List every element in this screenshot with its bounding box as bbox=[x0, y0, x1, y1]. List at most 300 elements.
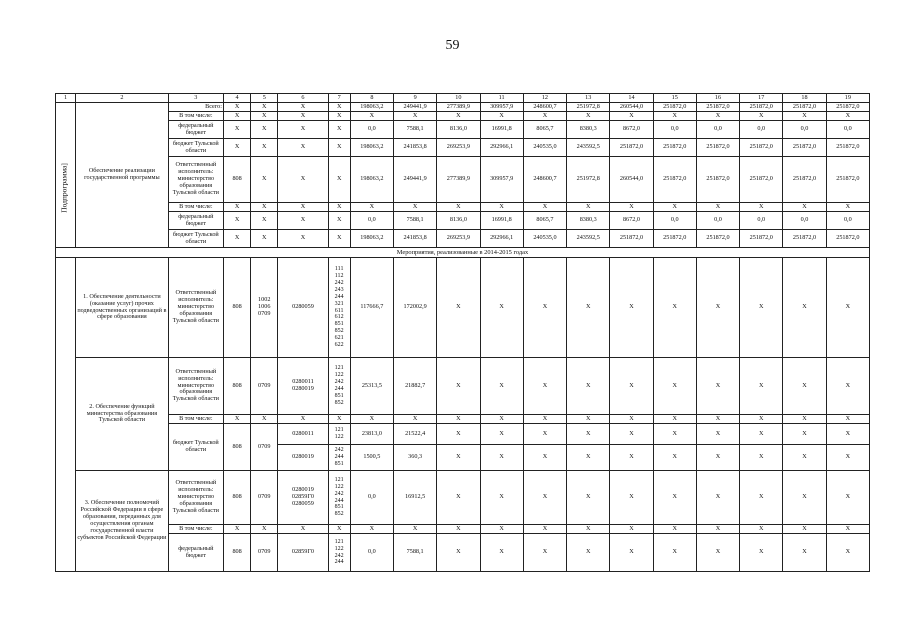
colnum: 7 bbox=[328, 94, 350, 103]
value-cell: 0,0 bbox=[350, 471, 393, 525]
colnum: 11 bbox=[480, 94, 523, 103]
x-cell: X bbox=[437, 525, 480, 534]
x-cell: X bbox=[740, 415, 783, 424]
value-cell: 249441,9 bbox=[394, 103, 437, 112]
x-cell: X bbox=[480, 415, 523, 424]
colnum: 6 bbox=[278, 94, 328, 103]
x-cell: X bbox=[437, 415, 480, 424]
x-cell: X bbox=[437, 471, 480, 525]
value-cell: 251872,0 bbox=[783, 230, 826, 248]
value-cell: 251872,0 bbox=[783, 103, 826, 112]
x-cell: X bbox=[740, 258, 783, 358]
value-cell: 241853,8 bbox=[394, 139, 437, 157]
x-cell: X bbox=[653, 358, 696, 415]
x-cell: X bbox=[523, 471, 566, 525]
value-cell: 0,0 bbox=[826, 212, 869, 230]
x-cell: X bbox=[437, 445, 480, 471]
x-cell: X bbox=[523, 258, 566, 358]
value-cell: X bbox=[480, 203, 523, 212]
rzpr-cell: 0709 bbox=[251, 424, 278, 471]
value-cell: 23813,0 bbox=[350, 424, 393, 445]
x-cell: X bbox=[251, 525, 278, 534]
rzpr-cell: 0709 bbox=[251, 471, 278, 525]
x-cell: X bbox=[224, 415, 251, 424]
x-cell: X bbox=[567, 445, 610, 471]
csr-cell: 02859Г0 bbox=[278, 534, 328, 572]
csr-cell: X bbox=[278, 203, 328, 212]
value-cell: X bbox=[567, 112, 610, 121]
value-cell: X bbox=[653, 112, 696, 121]
x-cell: X bbox=[740, 534, 783, 572]
value-cell: 0,0 bbox=[783, 121, 826, 139]
value-cell: 117666,7 bbox=[350, 258, 393, 358]
measure-row bbox=[56, 358, 870, 415]
x-cell: X bbox=[740, 525, 783, 534]
value-cell: 8065,7 bbox=[523, 121, 566, 139]
value-cell: 7588,1 bbox=[394, 212, 437, 230]
row-label: В том числе: bbox=[168, 415, 223, 424]
value-cell: 7588,1 bbox=[394, 534, 437, 572]
rzpr-cell: 1002 1006 0709 bbox=[251, 258, 278, 358]
value-cell: 8380,3 bbox=[567, 212, 610, 230]
program-row bbox=[56, 103, 870, 112]
grbs-cell: 808 bbox=[224, 358, 251, 415]
program-row bbox=[56, 112, 870, 121]
value-cell: 198063,2 bbox=[350, 103, 393, 112]
value-cell: 198063,2 bbox=[350, 230, 393, 248]
page-number: 59 bbox=[445, 38, 460, 53]
x-cell: X bbox=[826, 534, 869, 572]
row-label: бюджет Тульской области bbox=[168, 230, 223, 248]
vr-cell: X bbox=[328, 103, 350, 112]
value-cell: 16991,8 bbox=[480, 121, 523, 139]
x-cell: X bbox=[826, 445, 869, 471]
side-spacer-cell bbox=[56, 258, 76, 572]
colnum: 14 bbox=[610, 94, 653, 103]
x-cell: X bbox=[826, 525, 869, 534]
value-cell: X bbox=[653, 203, 696, 212]
colnum: 8 bbox=[350, 94, 393, 103]
value-cell: 251972,8 bbox=[567, 103, 610, 112]
x-cell: X bbox=[328, 525, 350, 534]
colnum: 12 bbox=[523, 94, 566, 103]
program-row bbox=[56, 121, 870, 139]
value-cell: X bbox=[437, 203, 480, 212]
value-cell: 248600,7 bbox=[523, 103, 566, 112]
grbs-cell: X bbox=[224, 121, 251, 139]
value-cell: 251872,0 bbox=[783, 139, 826, 157]
value-cell: 251872,0 bbox=[696, 139, 739, 157]
colnum: 1 bbox=[56, 94, 76, 103]
x-cell: X bbox=[740, 471, 783, 525]
value-cell: 25313,5 bbox=[350, 358, 393, 415]
value-cell: 269253,9 bbox=[437, 230, 480, 248]
value-cell: X bbox=[437, 112, 480, 121]
x-cell: X bbox=[610, 471, 653, 525]
value-cell: 309957,9 bbox=[480, 157, 523, 203]
x-cell: X bbox=[437, 358, 480, 415]
value-cell: 251872,0 bbox=[653, 157, 696, 203]
x-cell: X bbox=[653, 534, 696, 572]
x-cell: X bbox=[610, 358, 653, 415]
x-cell: X bbox=[610, 445, 653, 471]
x-cell: X bbox=[567, 415, 610, 424]
x-cell: X bbox=[826, 358, 869, 415]
value-cell: 16991,8 bbox=[480, 212, 523, 230]
x-cell: X bbox=[653, 415, 696, 424]
x-cell: X bbox=[328, 415, 350, 424]
x-cell: X bbox=[350, 415, 393, 424]
vr-cell: X bbox=[328, 139, 350, 157]
vr-codes: 121 122 bbox=[328, 424, 350, 445]
value-cell: 243592,5 bbox=[567, 230, 610, 248]
rzpr-cell: 0709 bbox=[251, 534, 278, 572]
x-cell: X bbox=[783, 471, 826, 525]
value-cell: 309957,9 bbox=[480, 103, 523, 112]
value-cell: 251872,0 bbox=[826, 230, 869, 248]
x-cell: X bbox=[480, 424, 523, 445]
value-cell: 8380,3 bbox=[567, 121, 610, 139]
x-cell: X bbox=[394, 415, 437, 424]
value-cell: 269253,9 bbox=[437, 139, 480, 157]
x-cell: X bbox=[278, 415, 328, 424]
rzpr-cell: X bbox=[251, 103, 278, 112]
including-row bbox=[56, 525, 870, 534]
x-cell: X bbox=[567, 424, 610, 445]
row-label: В том числе: bbox=[168, 203, 223, 212]
column-number-row bbox=[56, 94, 870, 103]
federal-row bbox=[56, 534, 870, 572]
x-cell: X bbox=[783, 258, 826, 358]
grbs-cell: 808 bbox=[224, 471, 251, 525]
value-cell: X bbox=[696, 112, 739, 121]
colnum: 15 bbox=[653, 94, 696, 103]
value-cell: X bbox=[480, 112, 523, 121]
x-cell: X bbox=[740, 445, 783, 471]
value-cell: 241853,8 bbox=[394, 230, 437, 248]
value-cell: 21882,7 bbox=[394, 358, 437, 415]
value-cell: 248600,7 bbox=[523, 157, 566, 203]
value-cell: 251872,0 bbox=[696, 230, 739, 248]
value-cell: 251872,0 bbox=[740, 230, 783, 248]
csr-cell: 0280011 0280019 bbox=[278, 358, 328, 415]
measure-name: 2. Обеспечение функций министерства образования Тульской области bbox=[76, 358, 169, 471]
value-cell: 0,0 bbox=[350, 121, 393, 139]
x-cell: X bbox=[567, 258, 610, 358]
colnum: 17 bbox=[740, 94, 783, 103]
x-cell: X bbox=[480, 525, 523, 534]
csr-cell: X bbox=[278, 112, 328, 121]
colnum: 5 bbox=[251, 94, 278, 103]
value-cell: X bbox=[610, 203, 653, 212]
value-cell: X bbox=[740, 203, 783, 212]
x-cell: X bbox=[696, 258, 739, 358]
program-row bbox=[56, 230, 870, 248]
vr-cell: X bbox=[328, 203, 350, 212]
colnum: 13 bbox=[567, 94, 610, 103]
value-cell: X bbox=[740, 112, 783, 121]
x-cell: X bbox=[610, 525, 653, 534]
csr-cell: X bbox=[278, 121, 328, 139]
value-cell: X bbox=[826, 203, 869, 212]
value-cell: X bbox=[783, 203, 826, 212]
csr-cell: X bbox=[278, 212, 328, 230]
value-cell: 251972,8 bbox=[567, 157, 610, 203]
vr-cell: X bbox=[328, 121, 350, 139]
value-cell: 251872,0 bbox=[826, 139, 869, 157]
row-label: бюджет Тульской области bbox=[168, 139, 223, 157]
row-label: В том числе: bbox=[168, 112, 223, 121]
x-cell: X bbox=[523, 525, 566, 534]
value-cell: 260544,0 bbox=[610, 157, 653, 203]
x-cell: X bbox=[480, 534, 523, 572]
grbs-cell: 808 bbox=[224, 258, 251, 358]
x-cell: X bbox=[696, 358, 739, 415]
x-cell: X bbox=[696, 424, 739, 445]
colnum: 18 bbox=[783, 94, 826, 103]
csr-cell: X bbox=[278, 157, 328, 203]
x-cell: X bbox=[523, 424, 566, 445]
value-cell: X bbox=[523, 203, 566, 212]
csr-cell: 0280019 02859Г0 0280059 bbox=[278, 471, 328, 525]
value-cell: 8136,0 bbox=[437, 121, 480, 139]
x-cell: X bbox=[567, 358, 610, 415]
program-name: Обеспечение реализации государственной программы bbox=[76, 103, 169, 248]
value-cell: 251872,0 bbox=[740, 157, 783, 203]
value-cell: 251872,0 bbox=[696, 103, 739, 112]
x-cell: X bbox=[251, 415, 278, 424]
value-cell: 277389,9 bbox=[437, 103, 480, 112]
value-cell: X bbox=[394, 112, 437, 121]
value-cell: 251872,0 bbox=[653, 103, 696, 112]
value-cell: 0,0 bbox=[740, 121, 783, 139]
csr-cell: X bbox=[278, 230, 328, 248]
x-cell: X bbox=[480, 258, 523, 358]
value-cell: 8065,7 bbox=[523, 212, 566, 230]
value-cell: X bbox=[523, 112, 566, 121]
x-cell: X bbox=[653, 424, 696, 445]
x-cell: X bbox=[826, 415, 869, 424]
x-cell: X bbox=[696, 471, 739, 525]
rzpr-cell: X bbox=[251, 139, 278, 157]
value-cell: 251872,0 bbox=[826, 157, 869, 203]
value-cell: 251872,0 bbox=[610, 139, 653, 157]
csr-cell: 0280019 bbox=[278, 445, 328, 471]
value-cell: 240535,0 bbox=[523, 139, 566, 157]
grbs-cell: X bbox=[224, 139, 251, 157]
measure-row bbox=[56, 258, 870, 358]
value-cell: 243592,5 bbox=[567, 139, 610, 157]
program-row bbox=[56, 203, 870, 212]
grbs-cell: X bbox=[224, 112, 251, 121]
rzpr-cell: X bbox=[251, 203, 278, 212]
row-label: В том числе: bbox=[168, 525, 223, 534]
x-cell: X bbox=[740, 424, 783, 445]
x-cell: X bbox=[523, 358, 566, 415]
value-cell: 0,0 bbox=[740, 212, 783, 230]
side-label-text: Подпрограмма] bbox=[59, 163, 69, 213]
executor: Ответственный исполнитель: министерство образования Тульской области bbox=[168, 358, 223, 415]
row-label: федеральный бюджет bbox=[168, 534, 223, 572]
x-cell: X bbox=[826, 471, 869, 525]
x-cell: X bbox=[653, 471, 696, 525]
measure-row bbox=[56, 471, 870, 525]
value-cell: 0,0 bbox=[653, 212, 696, 230]
x-cell: X bbox=[826, 424, 869, 445]
value-cell: X bbox=[350, 112, 393, 121]
rzpr-cell: X bbox=[251, 230, 278, 248]
x-cell: X bbox=[224, 525, 251, 534]
x-cell: X bbox=[826, 258, 869, 358]
x-cell: X bbox=[523, 445, 566, 471]
value-cell: 0,0 bbox=[826, 121, 869, 139]
x-cell: X bbox=[610, 415, 653, 424]
vr-codes: 121 122 242 244 bbox=[328, 534, 350, 572]
x-cell: X bbox=[480, 445, 523, 471]
x-cell: X bbox=[783, 415, 826, 424]
value-cell: 8672,0 bbox=[610, 212, 653, 230]
including-row bbox=[56, 415, 870, 424]
rzpr-cell: X bbox=[251, 112, 278, 121]
side-spacer-cell bbox=[56, 103, 76, 248]
value-cell: 21522,4 bbox=[394, 424, 437, 445]
x-cell: X bbox=[696, 525, 739, 534]
csr-cell: X bbox=[278, 103, 328, 112]
value-cell: 251872,0 bbox=[653, 230, 696, 248]
x-cell: X bbox=[278, 525, 328, 534]
program-row bbox=[56, 212, 870, 230]
vr-codes: 121 122 242 244 851 852 bbox=[328, 358, 350, 415]
value-cell: 251872,0 bbox=[740, 103, 783, 112]
value-cell: 7588,1 bbox=[394, 121, 437, 139]
colnum: 19 bbox=[826, 94, 869, 103]
colnum: 4 bbox=[224, 94, 251, 103]
colnum: 9 bbox=[394, 94, 437, 103]
section-header-row bbox=[56, 248, 870, 258]
x-cell: X bbox=[437, 424, 480, 445]
x-cell: X bbox=[523, 415, 566, 424]
row-label: бюджет Тульской области bbox=[168, 424, 223, 471]
value-cell: 240535,0 bbox=[523, 230, 566, 248]
row-label: федеральный бюджет bbox=[168, 121, 223, 139]
program-row bbox=[56, 157, 870, 203]
section-title: Мероприятия, реализованные в 2014-2015 годах bbox=[56, 248, 870, 258]
x-cell: X bbox=[696, 445, 739, 471]
value-cell: 292966,1 bbox=[480, 230, 523, 248]
vr-cell: X bbox=[328, 157, 350, 203]
csr-cell: X bbox=[278, 139, 328, 157]
value-cell: 0,0 bbox=[696, 212, 739, 230]
vr-codes: 242 244 851 bbox=[328, 445, 350, 471]
value-cell: 0,0 bbox=[350, 534, 393, 572]
rzpr-cell: X bbox=[251, 121, 278, 139]
x-cell: X bbox=[567, 525, 610, 534]
value-cell: 360,3 bbox=[394, 445, 437, 471]
program-row bbox=[56, 139, 870, 157]
value-cell: 251872,0 bbox=[696, 157, 739, 203]
value-cell: X bbox=[610, 112, 653, 121]
value-cell: 260544,0 bbox=[610, 103, 653, 112]
value-cell: X bbox=[826, 112, 869, 121]
vr-codes: 111 112 242 243 244 321 611 612 851 852 621 622 bbox=[328, 258, 350, 358]
value-cell: X bbox=[567, 203, 610, 212]
row-label: Всего: bbox=[168, 103, 223, 112]
value-cell: X bbox=[696, 203, 739, 212]
value-cell: 251872,0 bbox=[653, 139, 696, 157]
x-cell: X bbox=[696, 534, 739, 572]
x-cell: X bbox=[653, 258, 696, 358]
value-cell: 8672,0 bbox=[610, 121, 653, 139]
grbs-cell: X bbox=[224, 230, 251, 248]
table-body bbox=[56, 94, 870, 572]
value-cell: 251872,0 bbox=[826, 103, 869, 112]
x-cell: X bbox=[567, 471, 610, 525]
x-cell: X bbox=[783, 534, 826, 572]
x-cell: X bbox=[437, 534, 480, 572]
value-cell: 292966,1 bbox=[480, 139, 523, 157]
rzpr-cell: X bbox=[251, 157, 278, 203]
x-cell: X bbox=[567, 534, 610, 572]
x-cell: X bbox=[610, 424, 653, 445]
csr-cell: 0280059 bbox=[278, 258, 328, 358]
row-label: Ответственный исполнитель: министерство образования Тульской области bbox=[168, 157, 223, 203]
budget-row bbox=[56, 424, 870, 445]
value-cell: 198063,2 bbox=[350, 139, 393, 157]
value-cell: X bbox=[783, 112, 826, 121]
grbs-cell: X bbox=[224, 212, 251, 230]
value-cell: 8136,0 bbox=[437, 212, 480, 230]
value-cell: 249441,9 bbox=[394, 157, 437, 203]
x-cell: X bbox=[653, 525, 696, 534]
value-cell: 251872,0 bbox=[610, 230, 653, 248]
measure-name: 1. Обеспечение деятельности (оказание услуг) прочих подведомственных организаций в сфере образования bbox=[76, 258, 169, 358]
x-cell: X bbox=[783, 424, 826, 445]
x-cell: X bbox=[783, 525, 826, 534]
budget-table bbox=[55, 93, 870, 572]
vr-codes: 121 122 242 244 851 852 bbox=[328, 471, 350, 525]
value-cell: X bbox=[350, 203, 393, 212]
vr-cell: X bbox=[328, 230, 350, 248]
grbs-cell: 808 bbox=[224, 424, 251, 471]
value-cell: 251872,0 bbox=[783, 157, 826, 203]
colnum: 10 bbox=[437, 94, 480, 103]
x-cell: X bbox=[350, 525, 393, 534]
x-cell: X bbox=[653, 445, 696, 471]
measure-name: 3. Обеспечение полномочий Российской Федерации в сфере образования, переданных для осуществления органам государственной власти субъектов Российской Федерации bbox=[76, 471, 169, 572]
value-cell: 277389,9 bbox=[437, 157, 480, 203]
rzpr-cell: 0709 bbox=[251, 358, 278, 415]
vr-cell: X bbox=[328, 212, 350, 230]
grbs-cell: X bbox=[224, 203, 251, 212]
x-cell: X bbox=[610, 534, 653, 572]
grbs-cell: 808 bbox=[224, 157, 251, 203]
x-cell: X bbox=[437, 258, 480, 358]
x-cell: X bbox=[480, 471, 523, 525]
executor: Ответственный исполнитель: министерство образования Тульской области bbox=[168, 258, 223, 358]
x-cell: X bbox=[783, 358, 826, 415]
row-label: федеральный бюджет bbox=[168, 212, 223, 230]
value-cell: 198063,2 bbox=[350, 157, 393, 203]
value-cell: 0,0 bbox=[696, 121, 739, 139]
x-cell: X bbox=[480, 358, 523, 415]
x-cell: X bbox=[696, 415, 739, 424]
x-cell: X bbox=[783, 445, 826, 471]
x-cell: X bbox=[394, 525, 437, 534]
value-cell: 251872,0 bbox=[740, 139, 783, 157]
rzpr-cell: X bbox=[251, 212, 278, 230]
value-cell: 0,0 bbox=[350, 212, 393, 230]
value-cell: 1500,5 bbox=[350, 445, 393, 471]
